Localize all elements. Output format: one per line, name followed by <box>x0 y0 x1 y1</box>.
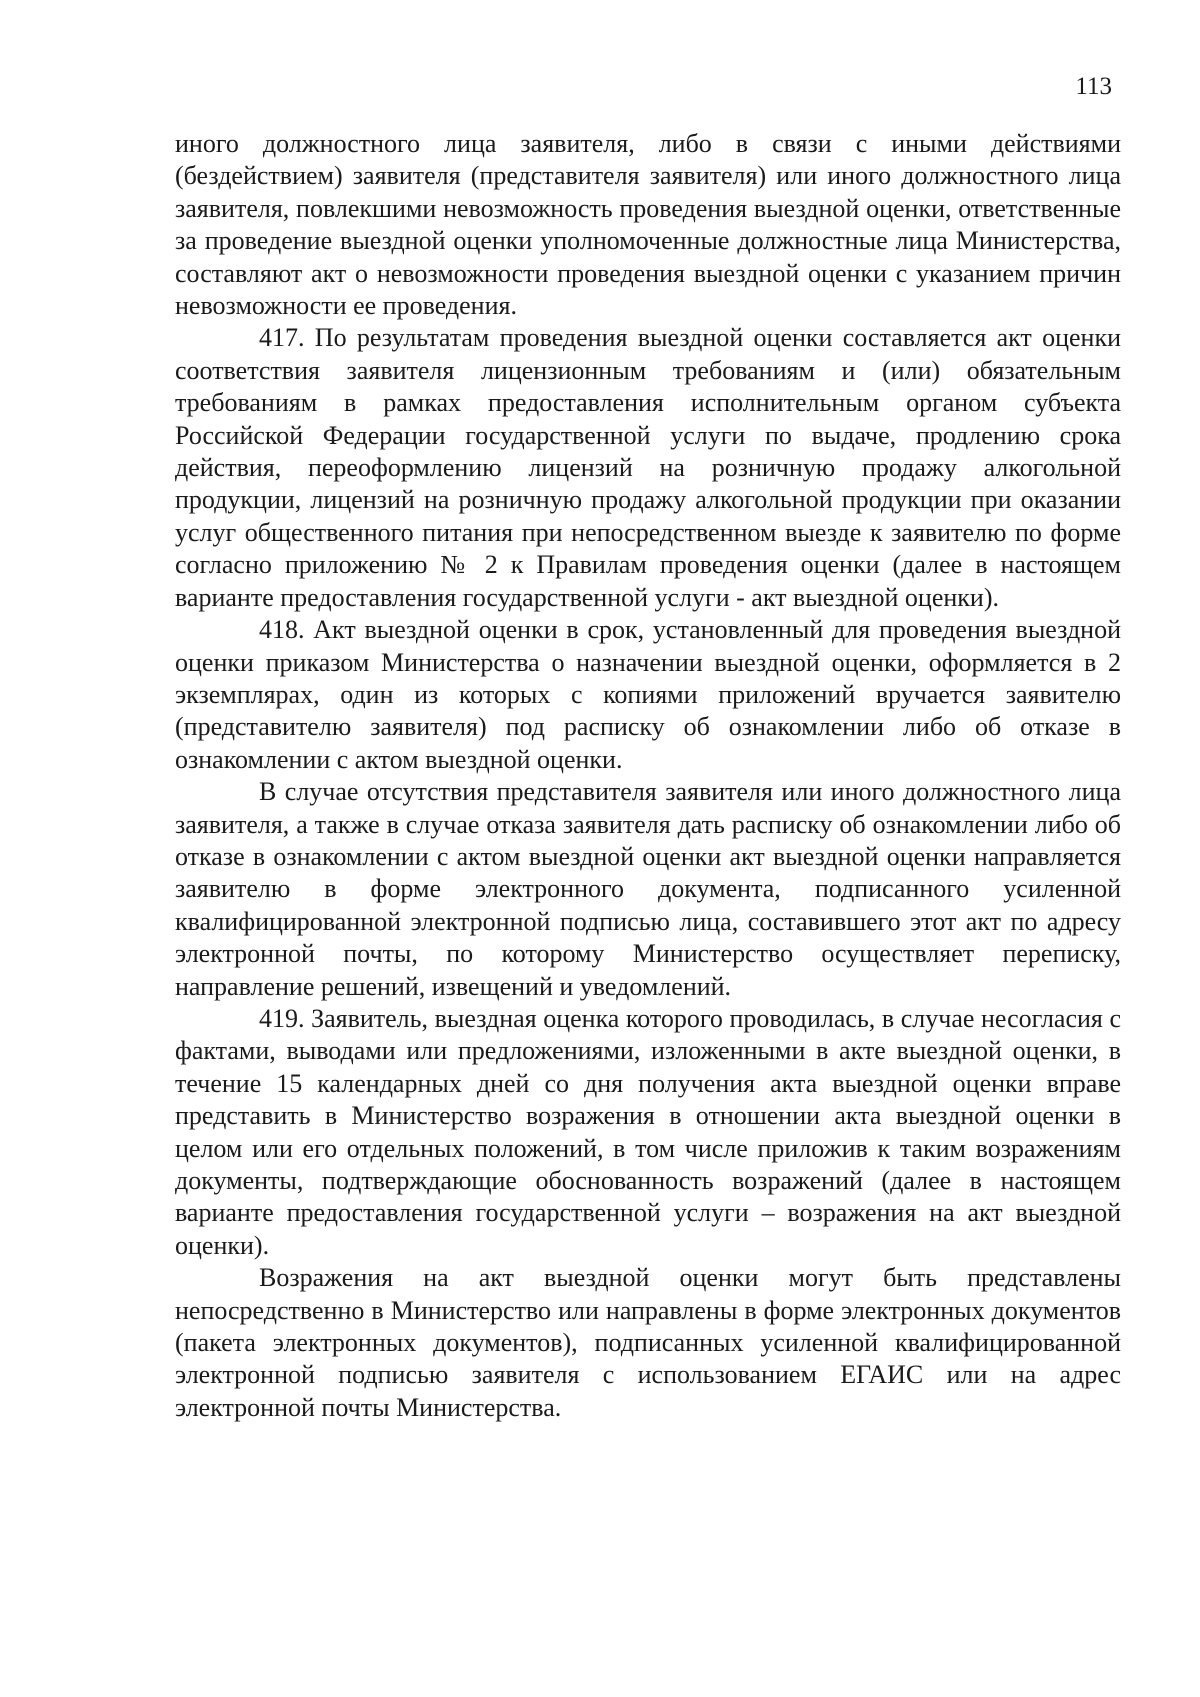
paragraph-419-objections: Возражения на акт выездной оценки могут быть представлены непосредственно в Министерство или направлены в форме электронных документов (пакета электронных документов), подписанных усиленной квалифицированной электронной подписью заявителя с использованием ЕГАИС или на адрес электронной почты Министерства. <box>175 1263 1121 1422</box>
paragraph-continuation: иного должностного лица заявителя, либо в связи с иными действиями (бездействием) заявителя (представителя заявителя) или иного должностного лица заявителя, повлекшими невозможность проведения выездной оценки, ответственные за проведение выездной оценки уполномоченные должностные лица Министерства, составляют акт о невозможности проведения выездной оценки с указанием причин невозможности ее проведения. <box>175 129 1121 321</box>
page-number: 113 <box>1075 73 1112 100</box>
paragraph-417: 417. По результатам проведения выездной оценки составляется акт оценки соответствия заявителя лицензионным требованиям и (или) обязательным требованиям в рамках предоставления исполнительным органом субъекта Российской Федерации государственной услуги по выдаче, продлению срока действия, переоформлению лицензий на розничную продажу алкогольной продукции, лицензий на розничную продажу алкогольной продукции при оказании услуг общественного питания при непосредственном выезде к заявителю по форме согласно приложению № 2 к Правилам проведения оценки (далее в настоящем варианте предоставления государственной услуги - акт выездной оценки). <box>175 323 1121 612</box>
paragraph-419: 419. Заявитель, выездная оценка которого проводилась, в случае несогласия с фактами, выводами или предложениями, изложенными в акте выездной оценки, в течение 15 календарных дней со дня получения акта выездной оценки вправе представить в Министерство возражения в отношении акта выездной оценки в целом или его отдельных положений, в том числе приложив к таким возражениям документы, подтверждающие обоснованность возражений (далее в настоящем варианте предоставления государственной услуги – возражения на акт выездной оценки). <box>175 1003 1121 1260</box>
paragraph-418-absence: В случае отсутствия представителя заявителя или иного должностного лица заявителя, а также в случае отказа заявителя дать расписку об ознакомлении либо об отказе в ознакомлении с актом выездной оценки акт выездной оценки направляется заявителю в форме электронного документа, подписанного усиленной квалифицированной электронной подписью лица, составившего этот акт по адресу электронной почты, по которому Министерство осуществляет переписку, направление решений, извещений и уведомлений. <box>175 777 1121 1001</box>
paragraph-418: 418. Акт выездной оценки в срок, установленный для проведения выездной оценки приказом Министерства о назначении выездной оценки, оформляется в 2 экземплярах, один из которых с копиями приложений вручается заявителю (представителю заявителя) под расписку об ознакомлении либо об отказе в ознакомлении с актом выездной оценки. <box>175 615 1121 774</box>
document-body <box>175 128 1121 1424</box>
